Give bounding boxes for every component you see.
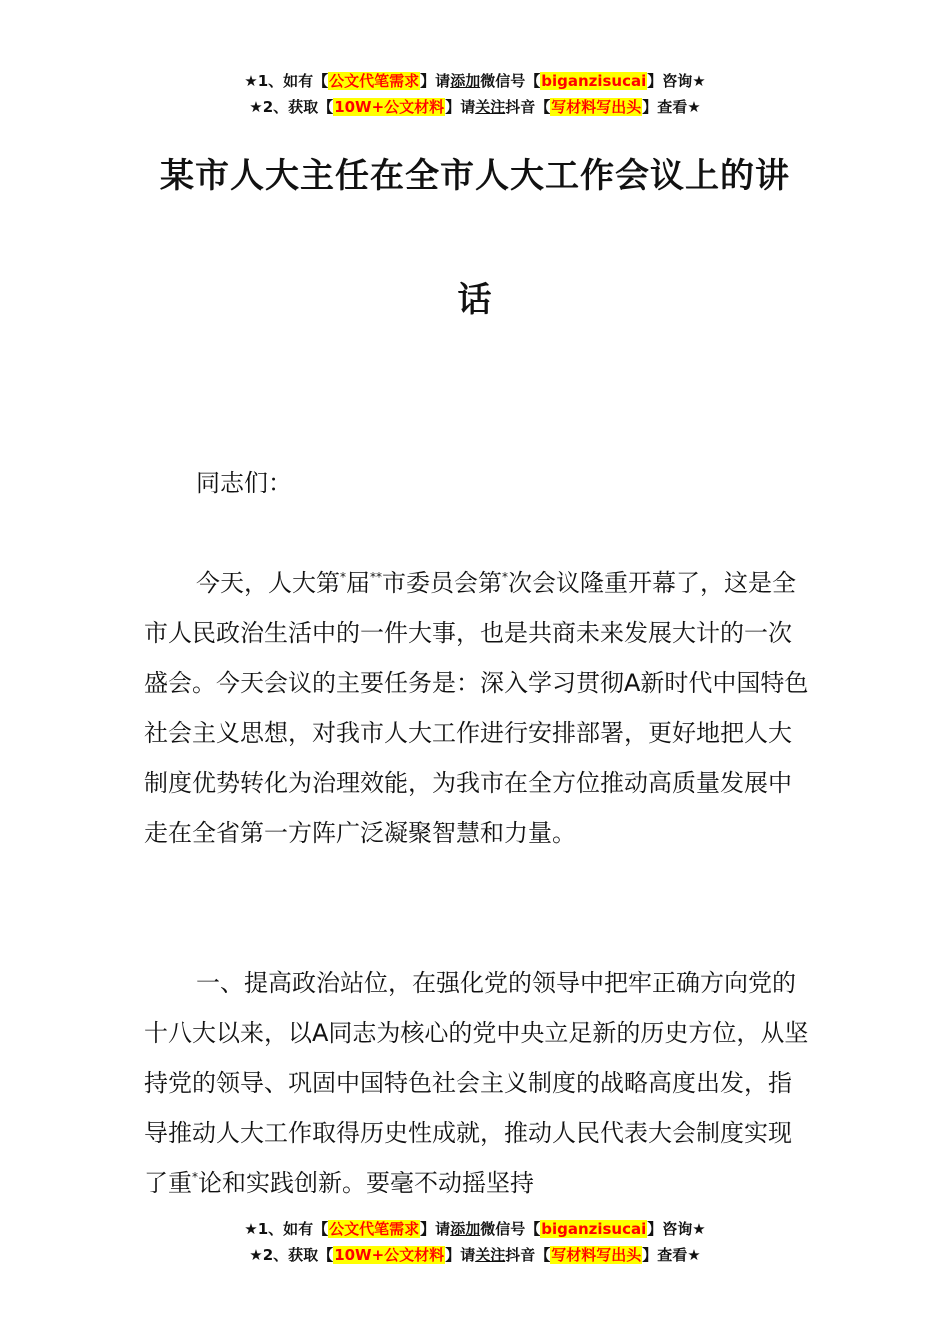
banner-text: 微信号【: [480, 72, 541, 90]
banner-text: 】请: [445, 1246, 476, 1264]
greeting-text: 同志们：: [196, 469, 292, 497]
banner-text: 】咨询★: [647, 72, 706, 90]
redaction-mark: *: [340, 570, 346, 584]
footer-banner: [0, 1216, 950, 1268]
banner-highlight-service: 公文代笔需求: [329, 72, 420, 90]
document-title-line-2: 话: [457, 280, 493, 320]
banner-underline-follow: 关注: [475, 1246, 506, 1264]
banner-line-1: [0, 68, 950, 94]
banner-text: ★2、获取【: [249, 1246, 334, 1264]
banner-text: 】请: [445, 98, 476, 116]
banner-text: 】请: [420, 1220, 451, 1238]
banner-highlight-service: 公文代笔需求: [329, 1220, 420, 1238]
text-run: 一、提高政治站位，在强化党的领导中把牢正确方向党的十八大以来，以A同志为核心的党中央立足新的历史方位，从坚持党的领导、巩固中国特色社会主义制度的战略高度出发，指导推动人大工作取得历史性成就，推动人民代表大会制度实现了重: [144, 969, 809, 1197]
text-run: 次会议隆重开幕了，这是全市人民政治生活中的一件大事，也是共商未来发展大计的一次盛会。今天会议的主要任务是：深入学习贯彻A新时代中国特色社会主义思想，对我市人大工作进行安排部署，更好地把人大制度优势转化为治理效能，为我市在全方位推动高质量发展中走在全省第一方阵广泛凝聚智慧和力量。: [144, 569, 809, 847]
banner-text: 】查看★: [642, 98, 701, 116]
banner-text: 微信号【: [480, 1220, 541, 1238]
banner-highlight-wechat: biganzisucai: [541, 1220, 647, 1238]
banner-highlight-douyin: 写材料写出头: [551, 98, 642, 116]
banner-highlight-materials: 10W+公文材料: [334, 1246, 445, 1264]
redaction-mark: **: [370, 570, 382, 584]
paragraph-1-text: [144, 558, 809, 858]
text-run: 论和实践创新。要毫不动摇坚持: [198, 1169, 534, 1197]
document-title-line-1: 某市人大主任在全市人大工作会议上的讲: [160, 156, 790, 196]
redaction-mark: *: [192, 1170, 198, 1184]
header-banner: [0, 68, 950, 120]
banner-underline-follow: 关注: [475, 98, 506, 116]
banner-text: 】咨询★: [647, 1220, 706, 1238]
banner-text: 抖音【: [505, 98, 551, 116]
text-run: 届: [346, 569, 370, 597]
banner-text: 抖音【: [505, 1246, 551, 1264]
paragraph-2-text: [144, 958, 809, 1208]
banner-text: 】请: [420, 72, 451, 90]
banner-highlight-douyin: 写材料写出头: [551, 1246, 642, 1264]
banner-line-2: [0, 94, 950, 120]
banner-text: ★1、如有【: [244, 72, 329, 90]
banner-line-1: [0, 1216, 950, 1242]
paragraph-1: [144, 558, 809, 858]
banner-highlight-materials: 10W+公文材料: [334, 98, 445, 116]
banner-underline-add: 添加: [450, 72, 481, 90]
banner-line-2: [0, 1242, 950, 1268]
banner-text: 】查看★: [642, 1246, 701, 1264]
redaction-mark: *: [502, 570, 508, 584]
banner-text: ★2、获取【: [249, 98, 334, 116]
banner-underline-add: 添加: [450, 1220, 481, 1238]
text-run: 市委员会第: [382, 569, 502, 597]
greeting: [144, 458, 809, 508]
banner-highlight-wechat: biganzisucai: [541, 72, 647, 90]
paragraph-2: [144, 958, 809, 1208]
banner-text: ★1、如有【: [244, 1220, 329, 1238]
text-run: 今天，人大第: [196, 569, 340, 597]
